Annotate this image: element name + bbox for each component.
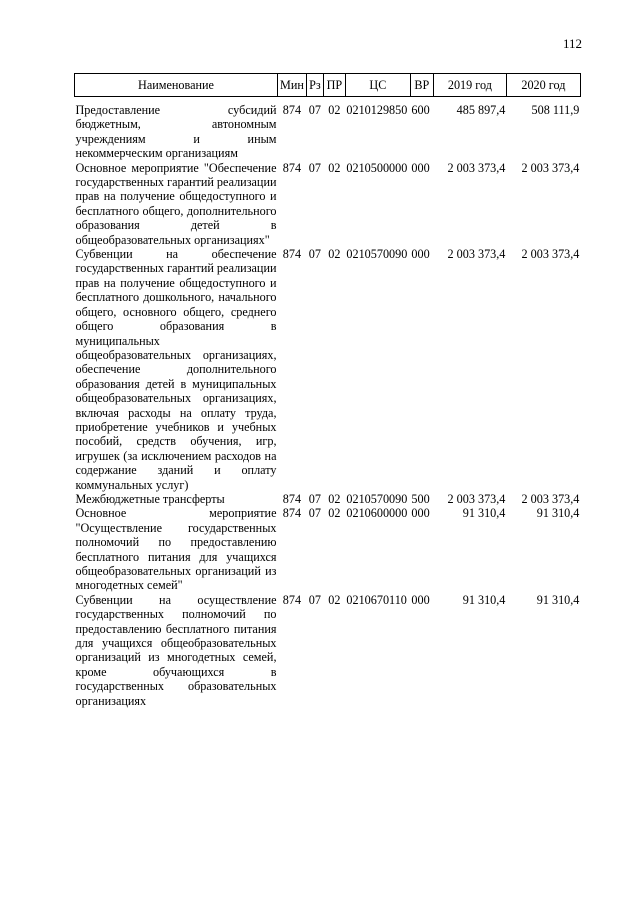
header-2020: 2020 год xyxy=(506,74,580,97)
row-vr: 000 xyxy=(411,160,430,175)
header-cs: ЦС xyxy=(345,74,410,97)
table-row xyxy=(75,506,581,592)
row-pr: 02 xyxy=(328,491,341,506)
row-rz: 07 xyxy=(308,592,321,607)
row-vr: 000 xyxy=(411,506,430,521)
row-name: Основное мероприятие "Осуществление государственных полномочий по предоставлению бесплатного питания для учащихся общеобразовательных организаций из многодетных семей" xyxy=(75,506,277,593)
row-cs: 0210129850 xyxy=(346,103,408,117)
row-pr: 02 xyxy=(328,103,341,117)
header-2019: 2019 год xyxy=(433,74,506,97)
table-row xyxy=(75,492,581,506)
row-vr: 600 xyxy=(411,103,430,117)
row-min: 874 xyxy=(282,491,302,506)
row-2020: 91 310,4 xyxy=(536,506,580,521)
row-2019: 91 310,4 xyxy=(462,592,506,607)
row-name: Основное мероприятие "Обеспечение государственных гарантий реализации прав на получение общедоступного и бесплатного общего, дополнительного образования детей в общеобразовательных организациях" xyxy=(75,160,277,247)
row-vr: 500 xyxy=(411,491,430,506)
row-cs: 0210570090 xyxy=(346,247,408,262)
row-name: Межбюджетные трансферты xyxy=(75,491,225,506)
row-vr: 000 xyxy=(411,247,430,262)
header-vr: ВР xyxy=(410,74,433,97)
row-cs: 0210570090 xyxy=(346,491,408,506)
row-pr: 02 xyxy=(328,247,341,262)
row-name: Субвенции на обеспечение государственных гарантий реализации прав на получение общедоступного и бесплатного дошкольного, начального общего, основного общего, среднего общего образования в муниципальных общеобразовательных организациях, обеспечение дополнительного образования детей в муниципальных общеобразовательных организациях, включая расходы на оплату труда, приобретение учебников и учебных пособий, средств обучения, игр, игрушек (за исключением расходов на содержание зданий и оплату коммунальных услуг) xyxy=(75,247,277,492)
header-min: Мин xyxy=(278,74,307,97)
row-2019: 485 897,4 xyxy=(456,103,506,117)
page-number: 112 xyxy=(562,36,582,51)
row-name: Предоставление субсидий бюджетным, автономным учреждениям и иным некоммерческим организациям xyxy=(75,103,277,161)
budget-table xyxy=(74,73,581,708)
row-2019: 2 003 373,4 xyxy=(447,491,506,506)
row-min: 874 xyxy=(282,103,302,117)
row-2020: 508 111,9 xyxy=(531,103,580,117)
row-rz: 07 xyxy=(308,247,321,262)
row-2020: 91 310,4 xyxy=(536,592,580,607)
header-pr: ПР xyxy=(323,74,345,97)
row-min: 874 xyxy=(282,592,302,607)
header-rz: Рз xyxy=(306,74,323,97)
row-2020: 2 003 373,4 xyxy=(521,247,580,262)
row-2019: 2 003 373,4 xyxy=(447,160,506,175)
header-name: Наименование xyxy=(75,74,278,97)
table-row xyxy=(75,593,581,708)
row-rz: 07 xyxy=(308,103,321,117)
table-row xyxy=(75,247,581,492)
row-pr: 02 xyxy=(328,506,341,521)
row-cs: 0210500000 xyxy=(346,160,408,175)
row-min: 874 xyxy=(282,506,302,521)
row-pr: 02 xyxy=(328,592,341,607)
row-2019: 2 003 373,4 xyxy=(447,247,506,262)
table-row xyxy=(75,161,581,247)
row-name: Субвенции на осуществление государственных полномочий по предоставлению бесплатного питания для учащихся общеобразовательных организаций из многодетных семей, кроме обучающихся в государственных образовательных организациях xyxy=(75,592,277,708)
row-2020: 2 003 373,4 xyxy=(521,491,580,506)
row-2019: 91 310,4 xyxy=(462,506,506,521)
row-cs: 0210670110 xyxy=(346,592,407,607)
row-cs: 0210600000 xyxy=(346,506,408,521)
row-vr: 000 xyxy=(411,592,430,607)
row-rz: 07 xyxy=(308,491,321,506)
table-row xyxy=(75,97,581,161)
row-rz: 07 xyxy=(308,506,321,521)
table-header-row xyxy=(75,74,581,97)
row-min: 874 xyxy=(282,160,302,175)
row-min: 874 xyxy=(282,247,302,262)
row-2020: 2 003 373,4 xyxy=(521,160,580,175)
row-pr: 02 xyxy=(328,160,341,175)
row-rz: 07 xyxy=(308,160,321,175)
